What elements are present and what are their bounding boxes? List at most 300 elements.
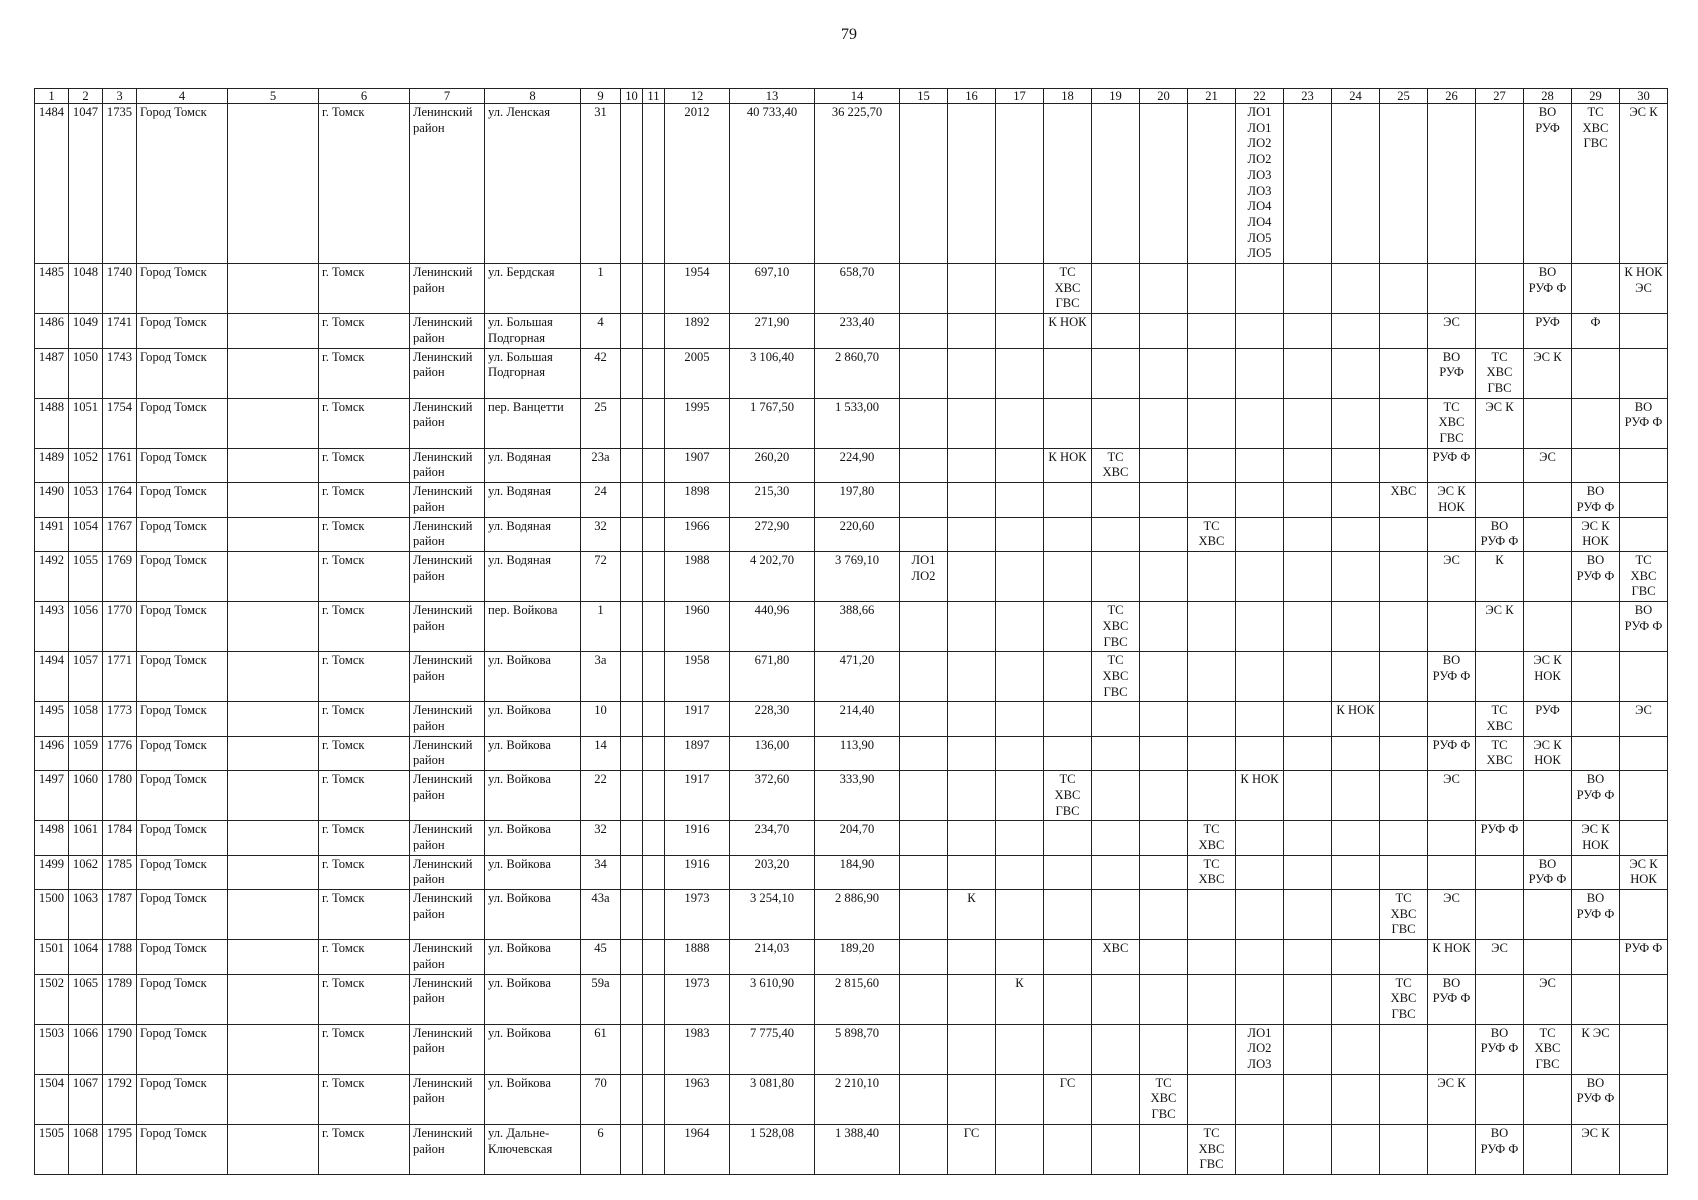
table-cell: 1764 bbox=[103, 483, 137, 517]
table-cell bbox=[1140, 314, 1188, 348]
table-cell: Ленинский район bbox=[410, 551, 485, 601]
table-cell: 1062 bbox=[69, 855, 103, 889]
table-cell bbox=[1044, 602, 1092, 652]
table-cell: ТС ХВС bbox=[1188, 517, 1236, 551]
table-cell: 1973 bbox=[665, 974, 730, 1024]
table-cell bbox=[1332, 398, 1380, 448]
table-cell bbox=[1044, 702, 1092, 736]
table-cell: Ленинский район bbox=[410, 1024, 485, 1074]
table-cell: ВО РУФ Ф bbox=[1572, 483, 1620, 517]
table-cell: 1964 bbox=[665, 1124, 730, 1174]
table-cell bbox=[1620, 483, 1668, 517]
table-cell: 1058 bbox=[69, 702, 103, 736]
table-cell bbox=[1236, 702, 1284, 736]
table-cell bbox=[643, 940, 665, 974]
table-cell: Ленинский район bbox=[410, 517, 485, 551]
table-cell bbox=[228, 736, 319, 770]
table-cell bbox=[1380, 398, 1428, 448]
table-cell bbox=[228, 940, 319, 974]
table-cell bbox=[1044, 821, 1092, 855]
table-cell: 1988 bbox=[665, 551, 730, 601]
table-cell bbox=[1236, 940, 1284, 974]
table-cell bbox=[228, 890, 319, 940]
table-cell bbox=[621, 1124, 643, 1174]
table-cell bbox=[621, 736, 643, 770]
table-cell: г. Томск bbox=[319, 398, 410, 448]
table-row bbox=[35, 448, 1668, 482]
table-cell: ул. Водяная bbox=[485, 517, 581, 551]
table-cell bbox=[900, 602, 948, 652]
table-cell bbox=[996, 264, 1044, 314]
table-cell bbox=[1428, 264, 1476, 314]
table-cell: Город Томск bbox=[137, 483, 228, 517]
table-cell bbox=[996, 483, 1044, 517]
table-cell bbox=[1284, 398, 1332, 448]
table-cell: ул. Войкова bbox=[485, 890, 581, 940]
table-cell: Ленинский район bbox=[410, 448, 485, 482]
table-cell: 3а bbox=[581, 652, 621, 702]
table-cell: К НОК bbox=[1044, 314, 1092, 348]
table-row bbox=[35, 1024, 1668, 1074]
table-cell bbox=[996, 517, 1044, 551]
table-cell: К bbox=[948, 890, 996, 940]
table-cell bbox=[1284, 104, 1332, 264]
table-cell: г. Томск bbox=[319, 1024, 410, 1074]
table-cell: пер. Ванцетти bbox=[485, 398, 581, 448]
table-cell bbox=[1044, 104, 1092, 264]
table-cell: ЭС bbox=[1524, 448, 1572, 482]
table-cell: ул. Войкова bbox=[485, 1024, 581, 1074]
table-cell: Ленинский район bbox=[410, 974, 485, 1024]
table-row bbox=[35, 821, 1668, 855]
table-cell bbox=[1092, 702, 1140, 736]
table-cell bbox=[621, 1024, 643, 1074]
table-cell bbox=[1428, 602, 1476, 652]
table-cell bbox=[1236, 398, 1284, 448]
table-cell bbox=[1236, 483, 1284, 517]
table-cell: ВО РУФ Ф bbox=[1524, 855, 1572, 889]
table-cell bbox=[948, 448, 996, 482]
table-cell: ЭС bbox=[1428, 890, 1476, 940]
table-cell: 471,20 bbox=[815, 652, 900, 702]
table-cell bbox=[948, 940, 996, 974]
table-cell: 1983 bbox=[665, 1024, 730, 1074]
table-cell bbox=[621, 551, 643, 601]
table-cell: ул. Водяная bbox=[485, 448, 581, 482]
table-cell: 6 bbox=[581, 1124, 621, 1174]
table-cell bbox=[1140, 821, 1188, 855]
table-cell bbox=[1092, 890, 1140, 940]
table-row bbox=[35, 264, 1668, 314]
table-cell: г. Томск bbox=[319, 940, 410, 974]
column-header: 12 bbox=[665, 89, 730, 104]
table-cell bbox=[1092, 398, 1140, 448]
table-cell bbox=[1188, 1074, 1236, 1124]
table-cell bbox=[1092, 264, 1140, 314]
table-cell bbox=[621, 821, 643, 855]
table-cell: ВО РУФ Ф bbox=[1476, 517, 1524, 551]
table-cell: 1954 bbox=[665, 264, 730, 314]
table-cell bbox=[621, 398, 643, 448]
table-cell: ВО РУФ Ф bbox=[1572, 1074, 1620, 1124]
table-cell: Город Томск bbox=[137, 771, 228, 821]
table-cell: ул. Войкова bbox=[485, 974, 581, 1024]
table-row bbox=[35, 890, 1668, 940]
table-cell bbox=[643, 890, 665, 940]
table-cell bbox=[621, 1074, 643, 1124]
table-cell bbox=[996, 652, 1044, 702]
table-cell bbox=[1572, 855, 1620, 889]
column-header: 23 bbox=[1284, 89, 1332, 104]
table-cell bbox=[228, 483, 319, 517]
table-cell: Город Томск bbox=[137, 736, 228, 770]
table-cell: ТС ХВС bbox=[1476, 702, 1524, 736]
table-cell bbox=[1332, 602, 1380, 652]
table-cell bbox=[643, 104, 665, 264]
table-cell bbox=[948, 348, 996, 398]
table-cell: ЭС К bbox=[1428, 1074, 1476, 1124]
table-cell: 1060 bbox=[69, 771, 103, 821]
table-cell: 1051 bbox=[69, 398, 103, 448]
table-cell: 1 388,40 bbox=[815, 1124, 900, 1174]
table-cell bbox=[1476, 314, 1524, 348]
table-cell: 388,66 bbox=[815, 602, 900, 652]
table-cell bbox=[1524, 890, 1572, 940]
table-cell: 1 bbox=[581, 264, 621, 314]
table-cell: 59а bbox=[581, 974, 621, 1024]
table-cell bbox=[1092, 1074, 1140, 1124]
table-cell: г. Томск bbox=[319, 890, 410, 940]
table-cell bbox=[1332, 264, 1380, 314]
table-cell: 1492 bbox=[35, 551, 69, 601]
table-cell bbox=[1428, 1124, 1476, 1174]
table-cell bbox=[1380, 1124, 1428, 1174]
table-cell bbox=[1284, 314, 1332, 348]
table-cell bbox=[996, 398, 1044, 448]
table-cell bbox=[1044, 398, 1092, 448]
table-cell: 272,90 bbox=[730, 517, 815, 551]
table-cell bbox=[228, 398, 319, 448]
table-cell: г. Томск bbox=[319, 652, 410, 702]
table-cell bbox=[1332, 348, 1380, 398]
table-body bbox=[35, 104, 1668, 1175]
table-cell bbox=[900, 821, 948, 855]
table-cell: 1047 bbox=[69, 104, 103, 264]
table-cell bbox=[1044, 517, 1092, 551]
table-cell bbox=[1332, 736, 1380, 770]
column-header: 25 bbox=[1380, 89, 1428, 104]
table-cell bbox=[228, 1124, 319, 1174]
table-cell bbox=[1476, 974, 1524, 1024]
table-cell: 1501 bbox=[35, 940, 69, 974]
table-cell: ЭС К НОК bbox=[1524, 652, 1572, 702]
table-cell bbox=[1092, 736, 1140, 770]
table-cell bbox=[1620, 1024, 1668, 1074]
table-cell bbox=[1236, 855, 1284, 889]
table-cell bbox=[228, 264, 319, 314]
table-cell: ВО РУФ bbox=[1524, 104, 1572, 264]
table-cell: Ленинский район bbox=[410, 702, 485, 736]
column-header: 14 bbox=[815, 89, 900, 104]
table-cell bbox=[900, 702, 948, 736]
table-cell bbox=[1188, 974, 1236, 1024]
table-cell bbox=[1428, 702, 1476, 736]
table-cell bbox=[621, 974, 643, 1024]
table-cell bbox=[1140, 1024, 1188, 1074]
column-header: 5 bbox=[228, 89, 319, 104]
table-cell: пер. Войкова bbox=[485, 602, 581, 652]
table-cell bbox=[621, 602, 643, 652]
table-cell: 1053 bbox=[69, 483, 103, 517]
table-cell: 260,20 bbox=[730, 448, 815, 482]
table-cell: 189,20 bbox=[815, 940, 900, 974]
table-cell bbox=[1572, 702, 1620, 736]
table-cell: ЭС bbox=[1620, 702, 1668, 736]
table-cell bbox=[948, 398, 996, 448]
table-cell bbox=[1188, 483, 1236, 517]
table-cell bbox=[1044, 736, 1092, 770]
table-cell bbox=[228, 855, 319, 889]
table-cell: 1486 bbox=[35, 314, 69, 348]
table-cell bbox=[1284, 483, 1332, 517]
table-cell bbox=[1140, 940, 1188, 974]
table-cell bbox=[1284, 448, 1332, 482]
table-cell bbox=[1620, 1124, 1668, 1174]
table-cell: ВО РУФ Ф bbox=[1572, 890, 1620, 940]
column-header: 9 bbox=[581, 89, 621, 104]
table-cell bbox=[1284, 821, 1332, 855]
table-cell: ВО РУФ bbox=[1428, 348, 1476, 398]
table-cell: ВО РУФ Ф bbox=[1524, 264, 1572, 314]
table-cell: 3 106,40 bbox=[730, 348, 815, 398]
table-cell bbox=[900, 940, 948, 974]
table-cell: 697,10 bbox=[730, 264, 815, 314]
table-cell: Ленинский район bbox=[410, 104, 485, 264]
column-header: 30 bbox=[1620, 89, 1668, 104]
table-cell bbox=[996, 104, 1044, 264]
table-cell bbox=[1140, 551, 1188, 601]
table-cell bbox=[900, 517, 948, 551]
table-cell bbox=[996, 736, 1044, 770]
table-cell: ХВС bbox=[1092, 940, 1140, 974]
table-cell: 1897 bbox=[665, 736, 730, 770]
column-header: 22 bbox=[1236, 89, 1284, 104]
table-cell: 271,90 bbox=[730, 314, 815, 348]
table-cell: 1792 bbox=[103, 1074, 137, 1124]
table-cell bbox=[1380, 314, 1428, 348]
table-cell: ЭС К НОК bbox=[1572, 517, 1620, 551]
table-cell: К ЭС bbox=[1572, 1024, 1620, 1074]
table-row bbox=[35, 974, 1668, 1024]
table-cell bbox=[1284, 517, 1332, 551]
table-cell bbox=[1524, 821, 1572, 855]
table-cell: ЛО1 ЛО2 bbox=[900, 551, 948, 601]
table-cell: ул. Войкова bbox=[485, 652, 581, 702]
table-cell: 7 775,40 bbox=[730, 1024, 815, 1074]
table-cell bbox=[621, 314, 643, 348]
table-cell bbox=[1380, 771, 1428, 821]
table-cell bbox=[643, 314, 665, 348]
table-cell bbox=[1380, 602, 1428, 652]
table-cell bbox=[1188, 448, 1236, 482]
table-cell bbox=[900, 890, 948, 940]
table-cell: 1740 bbox=[103, 264, 137, 314]
table-cell: 233,40 bbox=[815, 314, 900, 348]
table-cell bbox=[900, 855, 948, 889]
table-cell: Город Томск bbox=[137, 1074, 228, 1124]
table-cell: г. Томск bbox=[319, 264, 410, 314]
table-cell: Ленинский район bbox=[410, 890, 485, 940]
column-header: 28 bbox=[1524, 89, 1572, 104]
table-cell: ВО РУФ Ф bbox=[1572, 551, 1620, 601]
table-cell bbox=[643, 551, 665, 601]
table-cell bbox=[621, 652, 643, 702]
table-cell bbox=[1284, 940, 1332, 974]
table-cell bbox=[1284, 602, 1332, 652]
table-cell bbox=[1572, 348, 1620, 398]
table-cell bbox=[900, 771, 948, 821]
table-cell bbox=[1380, 1024, 1428, 1074]
table-cell: ул. Войкова bbox=[485, 940, 581, 974]
table-cell: 32 bbox=[581, 517, 621, 551]
column-header: 26 bbox=[1428, 89, 1476, 104]
table-cell: 1767 bbox=[103, 517, 137, 551]
table-cell: РУФ bbox=[1524, 702, 1572, 736]
table-cell bbox=[1188, 702, 1236, 736]
table-cell: ЭС bbox=[1428, 551, 1476, 601]
table-cell: ЭС bbox=[1428, 771, 1476, 821]
table-cell: К НОК ЭС bbox=[1620, 264, 1668, 314]
table-cell: 2005 bbox=[665, 348, 730, 398]
table-cell bbox=[228, 652, 319, 702]
table-cell bbox=[1524, 1124, 1572, 1174]
table-cell bbox=[1284, 1024, 1332, 1074]
table-cell: г. Томск bbox=[319, 448, 410, 482]
table-cell bbox=[643, 736, 665, 770]
table-cell: 204,70 bbox=[815, 821, 900, 855]
table-cell bbox=[1332, 104, 1380, 264]
table-cell bbox=[643, 483, 665, 517]
table-cell bbox=[900, 1024, 948, 1074]
column-header: 21 bbox=[1188, 89, 1236, 104]
table-cell: Город Томск bbox=[137, 940, 228, 974]
table-cell: 1502 bbox=[35, 974, 69, 1024]
table-cell: Ленинский район bbox=[410, 602, 485, 652]
table-cell bbox=[948, 314, 996, 348]
table-cell bbox=[1524, 771, 1572, 821]
table-cell bbox=[621, 702, 643, 736]
table-cell bbox=[996, 1074, 1044, 1124]
table-cell: 4 202,70 bbox=[730, 551, 815, 601]
table-cell bbox=[1188, 890, 1236, 940]
table-cell bbox=[1620, 974, 1668, 1024]
table-cell bbox=[996, 1024, 1044, 1074]
table-cell: К bbox=[1476, 551, 1524, 601]
table-cell: 14 bbox=[581, 736, 621, 770]
table-cell: 45 bbox=[581, 940, 621, 974]
table-cell bbox=[643, 652, 665, 702]
table-cell bbox=[1284, 771, 1332, 821]
table-cell: 1493 bbox=[35, 602, 69, 652]
table-cell: ул. Ленская bbox=[485, 104, 581, 264]
table-cell bbox=[1380, 821, 1428, 855]
table-cell bbox=[228, 702, 319, 736]
table-cell: ЭС К bbox=[1524, 348, 1572, 398]
table-cell: Город Томск bbox=[137, 602, 228, 652]
table-cell bbox=[1524, 551, 1572, 601]
table-cell: 1973 bbox=[665, 890, 730, 940]
table-cell: ГС bbox=[1044, 1074, 1092, 1124]
table-cell: 440,96 bbox=[730, 602, 815, 652]
table-cell bbox=[1476, 855, 1524, 889]
table-cell: г. Томск bbox=[319, 551, 410, 601]
column-header: 6 bbox=[319, 89, 410, 104]
table-cell bbox=[1572, 736, 1620, 770]
column-header: 2 bbox=[69, 89, 103, 104]
table-cell: 1063 bbox=[69, 890, 103, 940]
table-cell bbox=[900, 264, 948, 314]
table-cell bbox=[1332, 551, 1380, 601]
table-cell: 1780 bbox=[103, 771, 137, 821]
table-cell: ТС ХВС ГВС bbox=[1476, 348, 1524, 398]
table-cell bbox=[1332, 448, 1380, 482]
table-cell: 1054 bbox=[69, 517, 103, 551]
table-cell: 220,60 bbox=[815, 517, 900, 551]
table-cell: ТС ХВС ГВС bbox=[1092, 602, 1140, 652]
column-header: 19 bbox=[1092, 89, 1140, 104]
column-header: 20 bbox=[1140, 89, 1188, 104]
table-cell bbox=[643, 517, 665, 551]
table-cell bbox=[1236, 890, 1284, 940]
table-cell bbox=[1380, 940, 1428, 974]
table-cell: 234,70 bbox=[730, 821, 815, 855]
table-cell bbox=[996, 314, 1044, 348]
table-cell bbox=[1332, 1074, 1380, 1124]
table-cell bbox=[1620, 771, 1668, 821]
table-cell bbox=[1332, 940, 1380, 974]
table-cell: ул. Большая Подгорная bbox=[485, 314, 581, 348]
table-cell: 1052 bbox=[69, 448, 103, 482]
table-cell bbox=[948, 771, 996, 821]
table-cell bbox=[1236, 314, 1284, 348]
table-cell bbox=[228, 314, 319, 348]
table-cell: РУФ Ф bbox=[1428, 448, 1476, 482]
table-cell bbox=[1620, 314, 1668, 348]
table-cell bbox=[228, 104, 319, 264]
table-cell bbox=[1092, 348, 1140, 398]
table-cell: г. Томск bbox=[319, 1124, 410, 1174]
table-cell: 1505 bbox=[35, 1124, 69, 1174]
table-cell bbox=[900, 974, 948, 1024]
table-cell: 1789 bbox=[103, 974, 137, 1024]
table-cell bbox=[996, 348, 1044, 398]
table-cell: 671,80 bbox=[730, 652, 815, 702]
table-cell: ТС ХВС ГВС bbox=[1572, 104, 1620, 264]
table-cell bbox=[1236, 448, 1284, 482]
table-cell: Ленинский район bbox=[410, 264, 485, 314]
table-cell bbox=[1380, 736, 1428, 770]
table-cell bbox=[1572, 974, 1620, 1024]
table-cell: 1754 bbox=[103, 398, 137, 448]
header-row bbox=[35, 89, 1668, 104]
table-cell bbox=[1044, 1124, 1092, 1174]
table-cell bbox=[1188, 602, 1236, 652]
table-cell bbox=[1620, 652, 1668, 702]
table-cell: 2012 bbox=[665, 104, 730, 264]
table-cell: Город Томск bbox=[137, 314, 228, 348]
table-cell bbox=[1140, 702, 1188, 736]
table-cell bbox=[996, 940, 1044, 974]
